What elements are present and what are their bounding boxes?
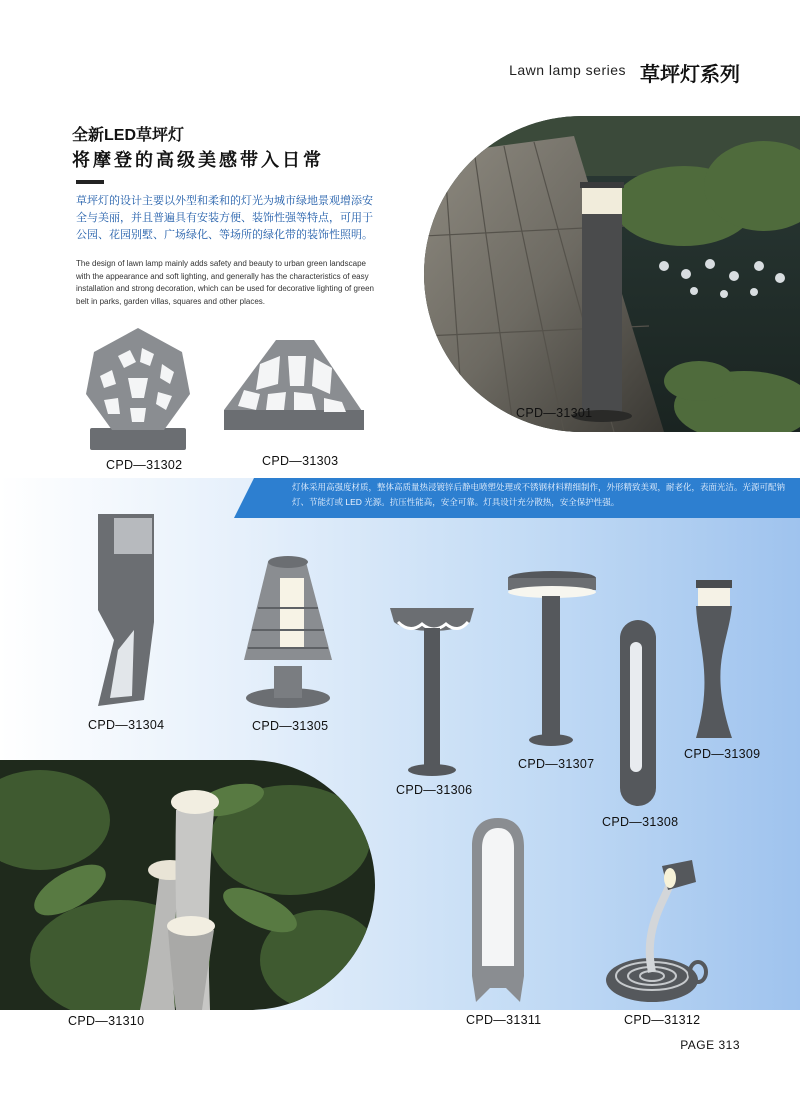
lamp-31307-image [506,570,598,748]
garden-lamps-photo [0,760,375,1010]
product-label-31305: CPD—31305 [252,719,329,733]
material-description: 灯体采用高强度材质，整体高质量热浸镀锌后静电喷塑处理或不锈钢材料精细制作，外形精致美观，耐老化，表面光洁。光源可配钠灯、节能灯或 LED 光源。抗压性能高，安全可靠。灯具设计充分散热，安全保护性强。 [292,482,786,507]
series-title-en: Lawn lamp series [509,62,626,78]
lamp-31302-image [78,326,198,454]
product-label-31301: CPD—31301 [516,406,593,420]
product-label-31303: CPD—31303 [262,454,339,468]
product-label-31306: CPD—31306 [396,783,473,797]
product-label-31308: CPD—31308 [602,815,679,829]
product-label-31312: CPD—31312 [624,1013,701,1027]
intro-description-en: The design of lawn lamp mainly adds safety and beauty to urban green landscape with the appearance and soft lighting, and generally has the characteristics of easy installation and strong decoration, which can be used for decorative lighting of green belt in parks, garden villas, squares and other places. [76,259,374,306]
lamp-31303-image [220,334,370,434]
page-number: PAGE 313 [680,1038,740,1052]
lamp-31312-image [602,856,714,1010]
lamp-31306-image [386,604,478,780]
product-label-31310: CPD—31310 [68,1014,145,1028]
lamp-31304-image [92,510,162,710]
product-label-31307: CPD—31307 [518,757,595,771]
title-divider [76,180,104,184]
product-label-31302: CPD—31302 [106,458,183,472]
intro-slogan: 将摩登的高级美感带入日常 [72,150,324,171]
series-title-cn: 草坪灯系列 [640,64,740,86]
product-label-31309: CPD—31309 [684,747,761,761]
lamp-31305-image [238,548,336,710]
intro-title: 全新LED草坪灯 [72,127,185,144]
product-label-31311: CPD—31311 [466,1013,542,1027]
product-label-31304: CPD—31304 [88,718,165,732]
lamp-31311-image [470,816,526,1004]
lamp-31308-image [612,616,664,808]
garden-path-photo [424,116,800,432]
lamp-31309-image [690,576,738,742]
intro-description-cn: 草坪灯的设计主要以外型和柔和的灯光为城市绿地景观增添安全与美丽，并且普遍具有安装方便、装饰性强等特点，可用于公园、花园别墅、广场绿化、等场所的绿化带的装饰性照明。 [76,195,373,241]
